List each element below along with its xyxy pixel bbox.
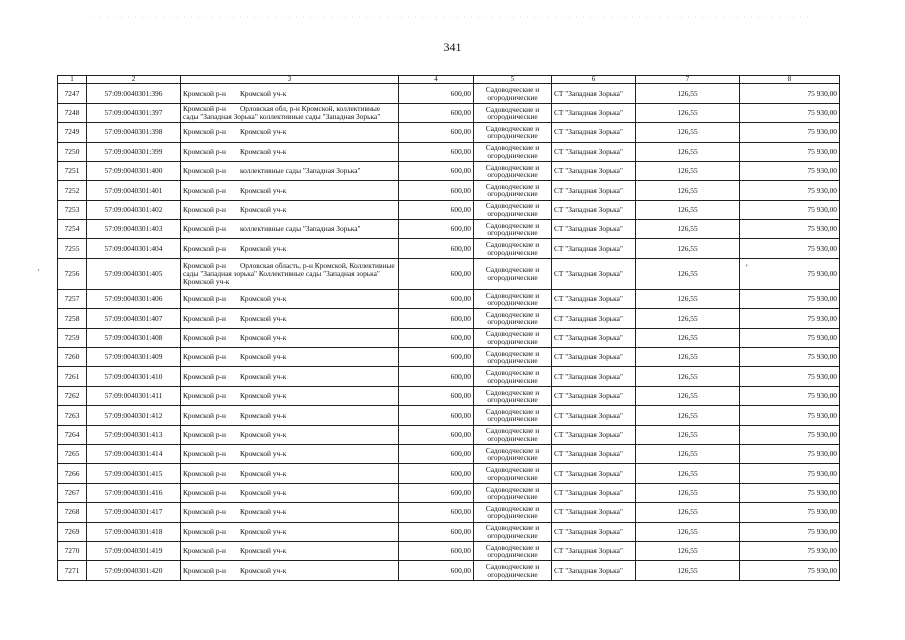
rate-cell: 126,55 xyxy=(636,541,740,560)
rate-cell: 126,55 xyxy=(636,181,740,200)
row-number-cell: 7254 xyxy=(58,220,87,239)
locality-text: Кромской уч-к xyxy=(239,468,287,478)
locality-text: Кромской уч-к xyxy=(239,146,287,156)
table-row xyxy=(58,328,840,347)
owner-cell: СТ "Западная Зорька" xyxy=(552,444,636,463)
address-cell xyxy=(181,503,399,522)
owner-cell: СТ "Западная Зорька" xyxy=(552,348,636,367)
district-text: Кромской р-н xyxy=(183,332,226,342)
row-number-cell: 7270 xyxy=(58,541,87,560)
owner-cell: СТ "Западная Зорька" xyxy=(552,386,636,405)
rate-cell: 126,55 xyxy=(636,348,740,367)
rate-cell: 126,55 xyxy=(636,239,740,258)
row-number-cell: 7271 xyxy=(58,561,87,580)
locality-text: Орловская область, р-н Кромской, Коллективные сады "Западная зорька" Коллективные сады "Западная зорька" Кромской уч-к xyxy=(183,261,395,286)
address-cell xyxy=(181,123,399,142)
table-row xyxy=(58,425,840,444)
table-row xyxy=(58,503,840,522)
cadastral-value-cell: 75 930,00 xyxy=(740,142,840,161)
address-cell xyxy=(181,142,399,161)
rate-cell: 126,55 xyxy=(636,367,740,386)
land-use-cell: Садоводческие и огороднические xyxy=(474,181,552,200)
cadastral-number-cell: 57:09:0040301:399 xyxy=(87,142,181,161)
rate-cell: 126,55 xyxy=(636,258,740,289)
cadastral-number-cell: 57:09:0040301:418 xyxy=(87,522,181,541)
column-header: 3 xyxy=(181,76,399,84)
locality-text: Кромской уч-к xyxy=(239,507,287,517)
owner-cell: СТ "Западная Зорька" xyxy=(552,406,636,425)
column-header: 4 xyxy=(399,76,474,84)
row-number-cell: 7256 xyxy=(58,258,87,289)
table-row xyxy=(58,239,840,258)
margin-tick: ' xyxy=(746,263,748,273)
table-row xyxy=(58,181,840,200)
cadastral-value-cell: 75 930,00 xyxy=(740,161,840,180)
land-use-cell: Садоводческие и огороднические xyxy=(474,386,552,405)
locality-text: Кромской уч-к xyxy=(239,127,287,137)
owner-cell: СТ "Западная Зорька" xyxy=(552,84,636,103)
district-text: Кромской р-н xyxy=(183,526,226,536)
rate-cell: 126,55 xyxy=(636,483,740,502)
locality-text: Кромской уч-к xyxy=(239,243,287,253)
address-cell xyxy=(181,561,399,580)
locality-text: Кромской уч-к xyxy=(239,88,287,98)
cadastral-number-cell: 57:09:0040301:417 xyxy=(87,503,181,522)
cadastral-value-cell: 75 930,00 xyxy=(740,425,840,444)
table-row xyxy=(58,464,840,483)
cadastral-value-cell: 75 930,00 xyxy=(740,289,840,308)
owner-cell: СТ "Западная Зорька" xyxy=(552,503,636,522)
locality-text: Кромской уч-к xyxy=(239,313,287,323)
land-use-cell: Садоводческие и огороднические xyxy=(474,142,552,161)
cadastral-number-cell: 57:09:0040301:401 xyxy=(87,181,181,200)
margin-dot: · xyxy=(37,265,40,275)
table-row xyxy=(58,258,840,289)
row-number-cell: 7263 xyxy=(58,406,87,425)
cadastral-number-cell: 57:09:0040301:416 xyxy=(87,483,181,502)
cadastral-value-cell: 75 930,00 xyxy=(740,84,840,103)
area-cell: 600,00 xyxy=(399,103,474,122)
cadastral-value-cell: 75 930,00 xyxy=(740,239,840,258)
area-cell: 600,00 xyxy=(399,239,474,258)
cadastral-value-cell: 75 930,00 xyxy=(740,348,840,367)
row-number-cell: 7267 xyxy=(58,483,87,502)
locality-text: Кромской уч-к xyxy=(239,185,287,195)
table-row xyxy=(58,483,840,502)
rate-cell: 126,55 xyxy=(636,103,740,122)
district-text: Кромской р-н xyxy=(183,127,226,137)
column-header: 7 xyxy=(636,76,740,84)
row-number-cell: 7259 xyxy=(58,328,87,347)
area-cell: 600,00 xyxy=(399,348,474,367)
owner-cell: СТ "Западная Зорька" xyxy=(552,309,636,328)
row-number-cell: 7260 xyxy=(58,348,87,367)
owner-cell: СТ "Западная Зорька" xyxy=(552,200,636,219)
land-use-cell: Садоводческие и огороднические xyxy=(474,161,552,180)
land-use-cell: Садоводческие и огороднические xyxy=(474,84,552,103)
cadastral-number-cell: 57:09:0040301:420 xyxy=(87,561,181,580)
cadastral-number-cell: 57:09:0040301:414 xyxy=(87,444,181,463)
land-use-cell: Садоводческие и огороднические xyxy=(474,258,552,289)
owner-cell: СТ "Западная Зорька" xyxy=(552,328,636,347)
land-use-cell: Садоводческие и огороднические xyxy=(474,464,552,483)
land-use-cell: Садоводческие и огороднические xyxy=(474,328,552,347)
district-text: Кромской р-н xyxy=(183,449,226,459)
cadastral-number-cell: 57:09:0040301:396 xyxy=(87,84,181,103)
owner-cell: СТ "Западная Зорька" xyxy=(552,103,636,122)
area-cell: 600,00 xyxy=(399,328,474,347)
row-number-cell: 7255 xyxy=(58,239,87,258)
locality-text: коллективные сады "Западная Зорька" xyxy=(239,224,361,234)
land-use-cell: Садоводческие и огороднические xyxy=(474,541,552,560)
locality-text: Кромской уч-к xyxy=(239,429,287,439)
area-cell: 600,00 xyxy=(399,181,474,200)
table-row xyxy=(58,200,840,219)
cadastral-number-cell: 57:09:0040301:413 xyxy=(87,425,181,444)
row-number-cell: 7247 xyxy=(58,84,87,103)
rate-cell: 126,55 xyxy=(636,84,740,103)
table-row xyxy=(58,406,840,425)
address-cell xyxy=(181,258,399,289)
cadastral-number-cell: 57:09:0040301:408 xyxy=(87,328,181,347)
locality-text: Кромской уч-к xyxy=(239,546,287,556)
area-cell: 600,00 xyxy=(399,522,474,541)
address-cell xyxy=(181,84,399,103)
owner-cell: СТ "Западная Зорька" xyxy=(552,425,636,444)
column-header: 2 xyxy=(87,76,181,84)
cadastral-value-cell: 75 930,00 xyxy=(740,386,840,405)
locality-text: Кромской уч-к xyxy=(239,488,287,498)
table-row xyxy=(58,84,840,103)
row-number-cell: 7265 xyxy=(58,444,87,463)
table-row xyxy=(58,309,840,328)
address-cell xyxy=(181,103,399,122)
cadastral-value-cell: 75 930,00 xyxy=(740,103,840,122)
cadastral-value-cell: 75 930,00 xyxy=(740,200,840,219)
table-row xyxy=(58,289,840,308)
rate-cell: 126,55 xyxy=(636,406,740,425)
table-row xyxy=(58,220,840,239)
area-cell: 600,00 xyxy=(399,220,474,239)
scan-artifact-dots xyxy=(90,14,810,20)
cadastral-value-cell: 75 930,00 xyxy=(740,503,840,522)
owner-cell: СТ "Западная Зорька" xyxy=(552,483,636,502)
rate-cell: 126,55 xyxy=(636,386,740,405)
cadastral-value-cell: 75 930,00 xyxy=(740,367,840,386)
address-cell xyxy=(181,425,399,444)
column-header: 8 xyxy=(740,76,840,84)
area-cell: 600,00 xyxy=(399,464,474,483)
address-cell xyxy=(181,200,399,219)
address-cell xyxy=(181,239,399,258)
cadastral-number-cell: 57:09:0040301:400 xyxy=(87,161,181,180)
cadastral-value-cell: 75 930,00 xyxy=(740,444,840,463)
area-cell: 600,00 xyxy=(399,386,474,405)
table-row xyxy=(58,161,840,180)
cadastral-number-cell: 57:09:0040301:407 xyxy=(87,309,181,328)
area-cell: 600,00 xyxy=(399,483,474,502)
locality-text: Кромской уч-к xyxy=(239,294,287,304)
owner-cell: СТ "Западная Зорька" xyxy=(552,220,636,239)
cadastral-number-cell: 57:09:0040301:405 xyxy=(87,258,181,289)
table-row xyxy=(58,123,840,142)
locality-text: Кромской уч-к xyxy=(239,332,287,342)
rate-cell: 126,55 xyxy=(636,464,740,483)
table-row xyxy=(58,348,840,367)
rate-cell: 126,55 xyxy=(636,289,740,308)
owner-cell: СТ "Западная Зорька" xyxy=(552,561,636,580)
column-header: 1 xyxy=(58,76,87,84)
land-use-cell: Садоводческие и огороднические xyxy=(474,348,552,367)
land-use-cell: Садоводческие и огороднические xyxy=(474,522,552,541)
table-row xyxy=(58,367,840,386)
area-cell: 600,00 xyxy=(399,289,474,308)
land-use-cell: Садоводческие и огороднические xyxy=(474,200,552,219)
land-use-cell: Садоводческие и огороднические xyxy=(474,406,552,425)
district-text: Кромской р-н xyxy=(183,88,226,98)
rate-cell: 126,55 xyxy=(636,328,740,347)
address-cell xyxy=(181,386,399,405)
row-number-cell: 7262 xyxy=(58,386,87,405)
locality-text: Кромской уч-к xyxy=(239,565,287,575)
cadastral-value-cell: 75 930,00 xyxy=(740,464,840,483)
address-cell xyxy=(181,483,399,502)
district-text: Кромской р-н xyxy=(183,146,226,156)
row-number-cell: 7251 xyxy=(58,161,87,180)
address-cell xyxy=(181,181,399,200)
rate-cell: 126,55 xyxy=(636,200,740,219)
district-text: Кромской р-н xyxy=(183,565,226,575)
address-cell xyxy=(181,444,399,463)
rate-cell: 126,55 xyxy=(636,123,740,142)
district-text: Кромской р-н xyxy=(183,166,226,176)
owner-cell: СТ "Западная Зорька" xyxy=(552,258,636,289)
table-header-row xyxy=(58,76,840,84)
address-cell xyxy=(181,289,399,308)
address-cell xyxy=(181,367,399,386)
cadastral-number-cell: 57:09:0040301:412 xyxy=(87,406,181,425)
locality-text: Кромской уч-к xyxy=(239,410,287,420)
land-use-cell: Садоводческие и огороднические xyxy=(474,444,552,463)
row-number-cell: 7253 xyxy=(58,200,87,219)
locality-text: коллективные сады "Западная Зорька" xyxy=(239,166,361,176)
land-use-cell: Садоводческие и огороднические xyxy=(474,483,552,502)
row-number-cell: 7257 xyxy=(58,289,87,308)
district-text: Кромской р-н xyxy=(183,371,226,381)
row-number-cell: 7268 xyxy=(58,503,87,522)
address-cell xyxy=(181,161,399,180)
table-row xyxy=(58,142,840,161)
page-number: 341 xyxy=(443,40,462,54)
table-body xyxy=(58,84,840,580)
owner-cell: СТ "Западная Зорька" xyxy=(552,142,636,161)
cadastral-number-cell: 57:09:0040301:409 xyxy=(87,348,181,367)
area-cell: 600,00 xyxy=(399,142,474,161)
locality-text: Орловская обл, р-н Кромской, коллективные сады "Западная Зорька" коллективные сады "Западная Зорька" xyxy=(183,104,381,121)
land-use-cell: Садоводческие и огороднические xyxy=(474,309,552,328)
owner-cell: СТ "Западная Зорька" xyxy=(552,239,636,258)
address-cell xyxy=(181,348,399,367)
cadastral-value-cell: 75 930,00 xyxy=(740,328,840,347)
area-cell: 600,00 xyxy=(399,161,474,180)
rate-cell: 126,55 xyxy=(636,561,740,580)
column-header: 6 xyxy=(552,76,636,84)
column-header: 5 xyxy=(474,76,552,84)
rate-cell: 126,55 xyxy=(636,425,740,444)
land-use-cell: Садоводческие и огороднические xyxy=(474,239,552,258)
land-use-cell: Садоводческие и огороднические xyxy=(474,220,552,239)
owner-cell: СТ "Западная Зорька" xyxy=(552,289,636,308)
table-row xyxy=(58,522,840,541)
cadastral-value-cell: 75 930,00 xyxy=(740,561,840,580)
row-number-cell: 7249 xyxy=(58,123,87,142)
cadastral-value-cell: 75 930,00 xyxy=(740,181,840,200)
area-cell: 600,00 xyxy=(399,541,474,560)
rate-cell: 126,55 xyxy=(636,309,740,328)
locality-text: Кромской уч-к xyxy=(239,391,287,401)
rate-cell: 126,55 xyxy=(636,522,740,541)
row-number-cell: 7248 xyxy=(58,103,87,122)
rate-cell: 126,55 xyxy=(636,142,740,161)
district-text: Кромской р-н xyxy=(183,104,226,114)
owner-cell: СТ "Западная Зорька" xyxy=(552,161,636,180)
land-plot-registry-table xyxy=(57,75,840,581)
area-cell: 600,00 xyxy=(399,444,474,463)
cadastral-value-cell: 75 930,00 xyxy=(740,220,840,239)
district-text: Кромской р-н xyxy=(183,261,226,271)
district-text: Кромской р-н xyxy=(183,410,226,420)
area-cell: 600,00 xyxy=(399,367,474,386)
land-use-cell: Садоводческие и огороднические xyxy=(474,103,552,122)
land-use-cell: Садоводческие и огороднические xyxy=(474,561,552,580)
district-text: Кромской р-н xyxy=(183,294,226,304)
area-cell: 600,00 xyxy=(399,84,474,103)
area-cell: 600,00 xyxy=(399,258,474,289)
address-cell xyxy=(181,309,399,328)
district-text: Кромской р-н xyxy=(183,352,226,362)
address-cell xyxy=(181,406,399,425)
district-text: Кромской р-н xyxy=(183,429,226,439)
district-text: Кромской р-н xyxy=(183,243,226,253)
cadastral-value-cell: 75 930,00 xyxy=(740,309,840,328)
cadastral-value-cell: 75 930,00 xyxy=(740,123,840,142)
owner-cell: СТ "Западная Зорька" xyxy=(552,541,636,560)
address-cell xyxy=(181,328,399,347)
district-text: Кромской р-н xyxy=(183,391,226,401)
locality-text: Кромской уч-к xyxy=(239,371,287,381)
cadastral-number-cell: 57:09:0040301:415 xyxy=(87,464,181,483)
district-text: Кромской р-н xyxy=(183,313,226,323)
district-text: Кромской р-н xyxy=(183,205,226,214)
district-text: Кромской р-н xyxy=(183,507,226,517)
table-row xyxy=(58,561,840,580)
address-cell xyxy=(181,522,399,541)
row-number-cell: 7252 xyxy=(58,181,87,200)
table-row xyxy=(58,386,840,405)
row-number-cell: 7258 xyxy=(58,309,87,328)
locality-text: Кромской уч-к xyxy=(239,526,287,536)
locality-text: Кромской уч-к xyxy=(239,205,287,214)
land-use-cell: Садоводческие и огороднические xyxy=(474,123,552,142)
area-cell: 600,00 xyxy=(399,123,474,142)
cadastral-value-cell: 75 930,00 xyxy=(740,258,840,289)
address-cell xyxy=(181,464,399,483)
row-number-cell: 7269 xyxy=(58,522,87,541)
cadastral-number-cell: 57:09:0040301:406 xyxy=(87,289,181,308)
cadastral-number-cell: 57:09:0040301:419 xyxy=(87,541,181,560)
table-row xyxy=(58,103,840,122)
cadastral-number-cell: 57:09:0040301:398 xyxy=(87,123,181,142)
owner-cell: СТ "Западная Зорька" xyxy=(552,464,636,483)
area-cell: 600,00 xyxy=(399,406,474,425)
owner-cell: СТ "Западная Зорька" xyxy=(552,181,636,200)
row-number-cell: 7261 xyxy=(58,367,87,386)
area-cell: 600,00 xyxy=(399,309,474,328)
address-cell xyxy=(181,541,399,560)
land-use-cell: Садоводческие и огороднические xyxy=(474,289,552,308)
row-number-cell: 7266 xyxy=(58,464,87,483)
cadastral-value-cell: 75 930,00 xyxy=(740,406,840,425)
cadastral-value-cell: 75 930,00 xyxy=(740,522,840,541)
area-cell: 600,00 xyxy=(399,503,474,522)
address-cell xyxy=(181,220,399,239)
cadastral-value-cell: 75 930,00 xyxy=(740,541,840,560)
district-text: Кромской р-н xyxy=(183,468,226,478)
district-text: Кромской р-н xyxy=(183,546,226,556)
cadastral-number-cell: 57:09:0040301:397 xyxy=(87,103,181,122)
cadastral-number-cell: 57:09:0040301:411 xyxy=(87,386,181,405)
cadastral-number-cell: 57:09:0040301:402 xyxy=(87,200,181,219)
cadastral-number-cell: 57:09:0040301:410 xyxy=(87,367,181,386)
district-text: Кромской р-н xyxy=(183,185,226,195)
row-number-cell: 7264 xyxy=(58,425,87,444)
rate-cell: 126,55 xyxy=(636,161,740,180)
area-cell: 600,00 xyxy=(399,425,474,444)
locality-text: Кромской уч-к xyxy=(239,352,287,362)
land-use-cell: Садоводческие и огороднические xyxy=(474,367,552,386)
locality-text: Кромской уч-к xyxy=(239,449,287,459)
cadastral-value-cell: 75 930,00 xyxy=(740,483,840,502)
area-cell: 600,00 xyxy=(399,561,474,580)
row-number-cell: 7250 xyxy=(58,142,87,161)
cadastral-number-cell: 57:09:0040301:403 xyxy=(87,220,181,239)
area-cell: 600,00 xyxy=(399,200,474,219)
district-text: Кромской р-н xyxy=(183,224,226,234)
land-use-cell: Садоводческие и огороднические xyxy=(474,425,552,444)
owner-cell: СТ "Западная Зорька" xyxy=(552,522,636,541)
rate-cell: 126,55 xyxy=(636,444,740,463)
table-row xyxy=(58,541,840,560)
owner-cell: СТ "Западная Зорька" xyxy=(552,367,636,386)
rate-cell: 126,55 xyxy=(636,220,740,239)
district-text: Кромской р-н xyxy=(183,488,226,498)
owner-cell: СТ "Западная Зорька" xyxy=(552,123,636,142)
rate-cell: 126,55 xyxy=(636,503,740,522)
table-row xyxy=(58,444,840,463)
cadastral-number-cell: 57:09:0040301:404 xyxy=(87,239,181,258)
land-use-cell: Садоводческие и огороднические xyxy=(474,503,552,522)
